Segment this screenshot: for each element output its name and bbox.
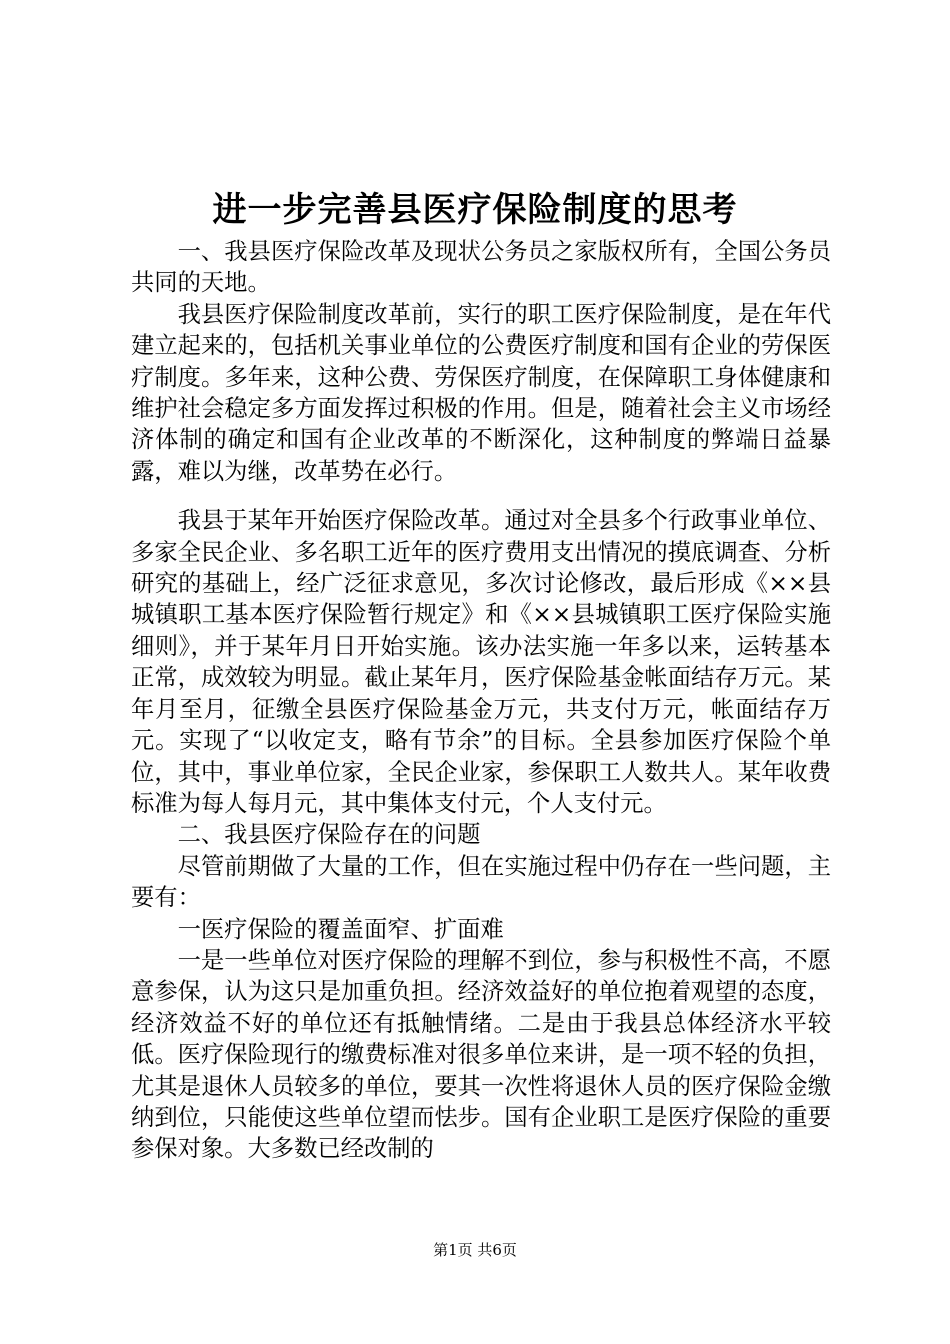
paragraph-coverage-details: 一是一些单位对医疗保险的理解不到位，参与积极性不高，不愿意参保，认为这只是加重负担。经济效益好的单位抱着观望的态度，经济效益不好的单位还有抵触情绪。二是由于我县总体经济水平较低。医疗保险现行的缴费标准对很多单位来讲，是一项不轻的负担，尤其是退休人员较多的单位，要其一次性将退休人员的医疗保险金缴纳到位，只能使这些单位望而怯步。国有企业职工是医疗保险的重要参保对象。大多数已经改制的 [131, 946, 831, 1163]
paragraph-subheading-coverage: 一医疗保险的覆盖面窄、扩面难 [177, 915, 504, 943]
paragraph-problems-intro: 尽管前期做了大量的工作，但在实施过程中仍存在一些问题，主要有： [131, 852, 831, 912]
paragraph-reform-background: 我县医疗保险制度改革前，实行的职工医疗保险制度，是在年代建立起来的，包括机关事业单位的公费医疗制度和国有企业的劳保医疗制度。多年来，这种公费、劳保医疗制度，在保障职工身体健康和维护社会稳定多方面发挥过积极的作用。但是，随着社会主义市场经济体制的确定和国有企业改革的不断深化，这种制度的弊端日益暴露，难以为继，改革势在必行。 [131, 300, 831, 485]
page-number-footer: 第1页 共6页 [433, 1241, 517, 1259]
paragraph-reform-progress: 我县于某年开始医疗保险改革。通过对全县多个行政事业单位、多家全民企业、多名职工近年的医疗费用支出情况的摸底调查、分析研究的基础上，经广泛征求意见，多次讨论修改，最后形成《××县城镇职工基本医疗保险暂行规定》和《××县城镇职工医疗保险实施细则》，并于某年月日开始实施。该办法实施一年多以来，运转基本正常，成效较为明显。截止某年月，医疗保险基金帐面结存万元。某年月至月，征缴全县医疗保险基金万元，共支付万元，帐面结存万元。实现了“以收定支，略有节余”的目标。全县参加医疗保险个单位，其中，事业单位家，全民企业家，参保职工人数共人。某年收费标准为每人每月元，其中集体支付元，个人支付元。 [131, 507, 831, 817]
document-body [131, 236, 831, 1165]
paragraph-section-1-heading: 一、我县医疗保险改革及现状公务员之家版权所有，全国公务员共同的天地。 [131, 238, 831, 297]
paragraph-section-2-heading: 二、我县医疗保险存在的问题 [177, 821, 481, 849]
document-title: 进一步完善县医疗保险制度的思考 [212, 190, 738, 230]
